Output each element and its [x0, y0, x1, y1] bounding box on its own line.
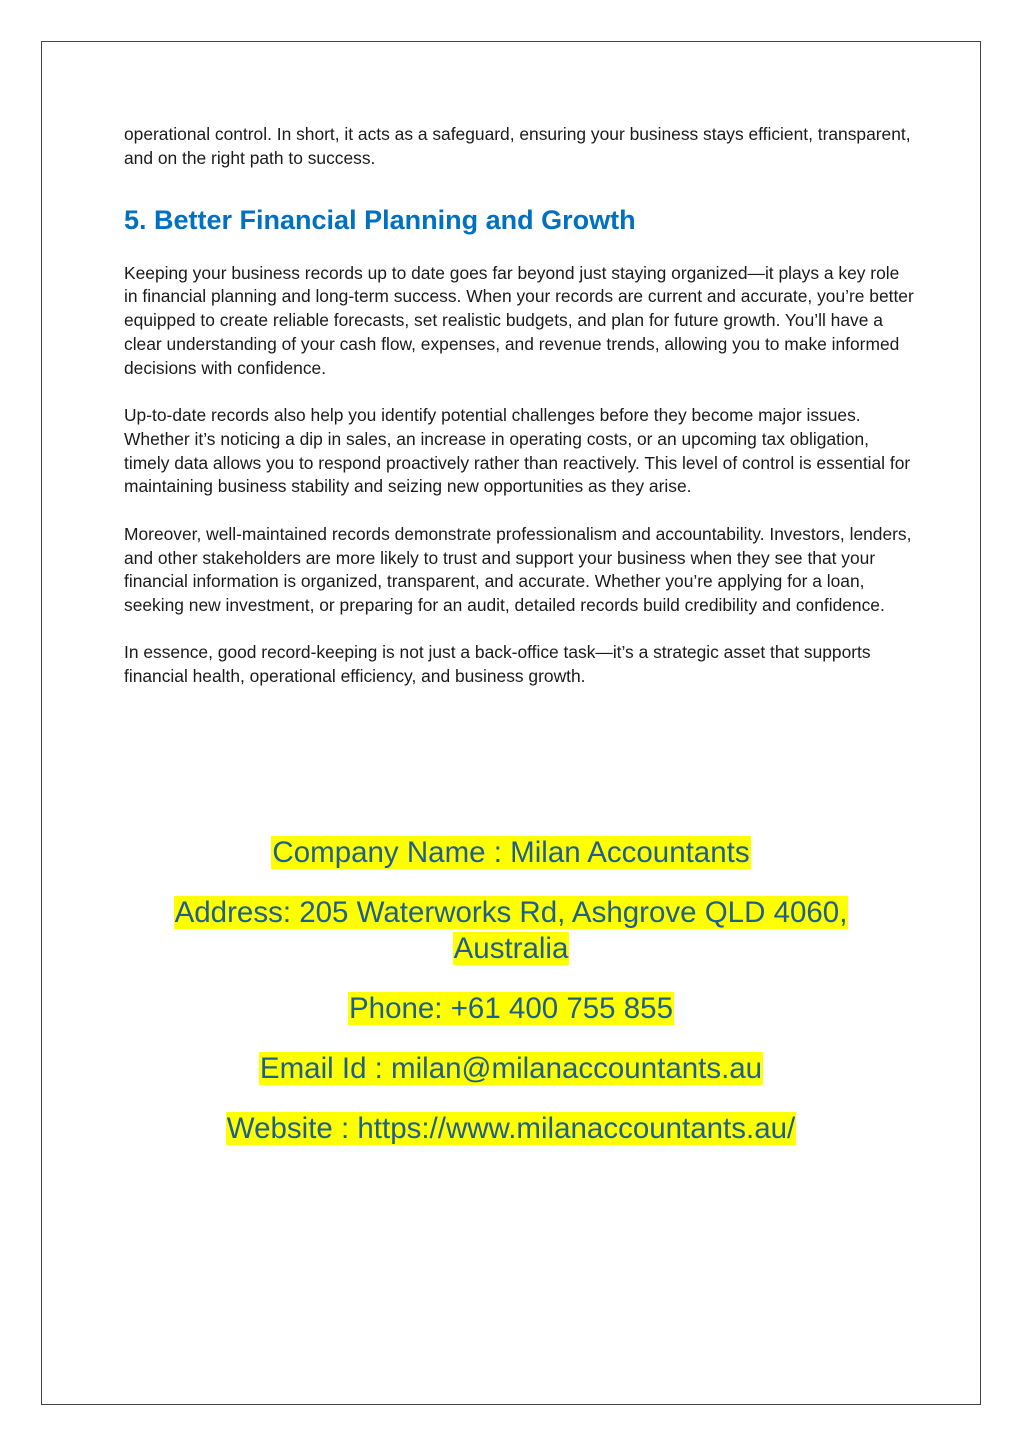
email-line: [41, 1051, 981, 1087]
address-text-line-2: Australia: [453, 932, 569, 965]
contact-block: [41, 835, 981, 1147]
website-line: [41, 1111, 981, 1147]
body-paragraph-2: Up-to-date records also help you identify potential challenges before they become major issues. Whether it’s noticing a dip in sales, an increase in operating costs, or an upcoming tax obligation, timely data allows you to respond proactively rather than reactively. This level of control is essential for maintaining business stability and seizing new opportunities as they arise.: [124, 405, 911, 497]
body-paragraph-3: Moreover, well-maintained records demonstrate professionalism and accountability. Investors, lenders, and other stakeholders are more likely to trust and support your business when they see that your financial information is organized, transparent, and accurate. Whether you’re applying for a loan, seeking new investment, or preparing for an audit, detailed records build credibility and confidence.: [124, 523, 912, 616]
phone-text: Phone: +61 400 755 855: [349, 992, 673, 1025]
document-body: [124, 123, 914, 713]
website-text: Website : https://www.milanaccountants.au/: [226, 1112, 796, 1145]
address-line: [41, 895, 981, 967]
address-text-line-1: Address: 205 Waterworks Rd, Ashgrove QLD 4060,: [174, 896, 848, 929]
email-text: Email Id : milan@milanaccountants.au: [259, 1052, 763, 1085]
phone-line: [41, 991, 981, 1027]
company-name-line: [41, 835, 981, 871]
intro-paragraph: operational control. In short, it acts as a safeguard, ensuring your business stays efficient, transparent, and on the right path to success.: [124, 124, 911, 168]
company-name-text: Company Name : Milan Accountants: [272, 836, 750, 869]
body-paragraph-4: In essence, good record-keeping is not just a back-office task—it’s a strategic asset that supports financial health, operational efficiency, and business growth.: [124, 642, 871, 687]
body-paragraph-1: Keeping your business records up to date goes far beyond just staying organized—it plays a key role in financial planning and long-term success. When your records are current and accurate, you’re better equipped to create reliable forecasts, set realistic budgets, and plan for future growth. You’ll have a clear understanding of your cash flow, expenses, and revenue trends, allowing you to make informed decisions with confidence.: [124, 262, 914, 378]
section-heading: 5. Better Financial Planning and Growth: [124, 204, 636, 235]
